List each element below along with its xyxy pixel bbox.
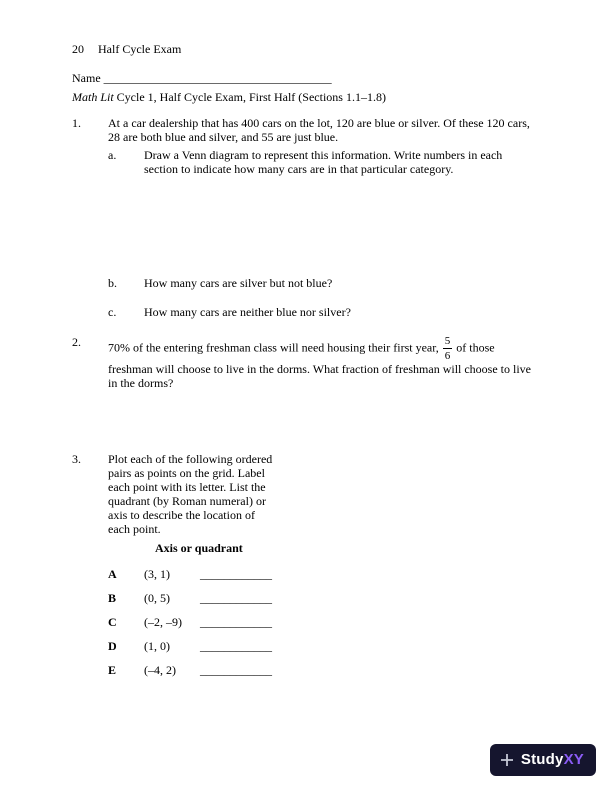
question-3 bbox=[72, 452, 540, 677]
part-c-label: c. bbox=[108, 305, 117, 319]
page-number: 20 bbox=[72, 42, 84, 56]
question-1-part-a bbox=[108, 148, 540, 176]
point-row-e bbox=[108, 663, 540, 677]
logo-text-study: Study bbox=[520, 751, 564, 768]
logo-text-xy: XY bbox=[563, 751, 584, 768]
studyxy-logo bbox=[490, 744, 596, 776]
part-a-label: a. bbox=[108, 148, 117, 162]
question-3-text: Plot each of the following ordered pairs as points on the grid. Label each point with its letter. List the quadrant (by Roman numeral) or axis to describe the location of each point. bbox=[108, 452, 273, 536]
question-1-part-b bbox=[108, 276, 540, 290]
question-1-part-c bbox=[108, 305, 540, 319]
question-3-number: 3. bbox=[72, 452, 81, 466]
point-letter: E bbox=[108, 663, 117, 677]
point-row-a bbox=[108, 567, 540, 581]
part-b-text: How many cars are silver but not blue? bbox=[144, 276, 333, 290]
point-row-b bbox=[108, 591, 540, 605]
exam-title bbox=[72, 90, 540, 104]
page-header bbox=[72, 42, 540, 56]
logo-wordmark bbox=[521, 753, 584, 767]
point-pair: (–4, 2) bbox=[144, 663, 176, 677]
point-letter: A bbox=[108, 567, 117, 581]
header-title: Half Cycle Exam bbox=[98, 42, 182, 56]
point-row-c bbox=[108, 615, 540, 629]
name-label: Name bbox=[72, 71, 101, 85]
part-c-text: How many cars are neither blue nor silver? bbox=[144, 305, 351, 319]
point-pair: (1, 0) bbox=[144, 639, 170, 653]
point-pair: (0, 5) bbox=[144, 591, 170, 605]
question-2-text-before: 70% of the entering freshman class will need housing their first year, bbox=[108, 340, 442, 355]
fraction-numerator: 5 bbox=[444, 335, 451, 347]
plus-icon bbox=[500, 753, 514, 767]
question-1-number: 1. bbox=[72, 116, 81, 130]
point-letter: D bbox=[108, 639, 117, 653]
name-blank-line: ______________________________________ bbox=[103, 71, 332, 85]
answer-blank: ____________ bbox=[200, 615, 272, 629]
question-2-text-after: of those freshman will choose to live in the dorms. What fraction of freshman will choose to live in the dorms? bbox=[108, 340, 532, 390]
answer-blank: ____________ bbox=[200, 639, 272, 653]
fraction-denominator: 6 bbox=[444, 350, 451, 362]
question-1 bbox=[72, 116, 540, 319]
answer-blank: ____________ bbox=[200, 663, 272, 677]
question-2-text bbox=[108, 335, 534, 390]
part-a-text: Draw a Venn diagram to represent this information. Write numbers in each section to indicate how many cars are in that particular category. bbox=[144, 148, 503, 176]
part-b-label: b. bbox=[108, 276, 117, 290]
point-letter: B bbox=[108, 591, 117, 605]
fraction-five-sixths bbox=[442, 335, 454, 362]
axis-or-quadrant-header: Axis or quadrant bbox=[155, 541, 243, 555]
point-row-d bbox=[108, 639, 540, 653]
question-2-number: 2. bbox=[72, 335, 81, 349]
exam-title-course: Math Lit bbox=[72, 90, 114, 104]
answer-blank: ____________ bbox=[200, 567, 272, 581]
point-pair: (3, 1) bbox=[144, 567, 170, 581]
point-pair: (–2, –9) bbox=[144, 615, 182, 629]
question-2 bbox=[72, 335, 540, 390]
exam-title-rest: Cycle 1, Half Cycle Exam, First Half (Sections 1.1–1.8) bbox=[113, 90, 386, 104]
name-row bbox=[72, 71, 540, 85]
point-letter: C bbox=[108, 615, 117, 629]
answer-blank: ____________ bbox=[200, 591, 272, 605]
question-1-text: At a car dealership that has 400 cars on the lot, 120 are blue or silver. Of these 120 cars, 28 are both blue and silver, and 55 are just blue. bbox=[108, 116, 530, 144]
